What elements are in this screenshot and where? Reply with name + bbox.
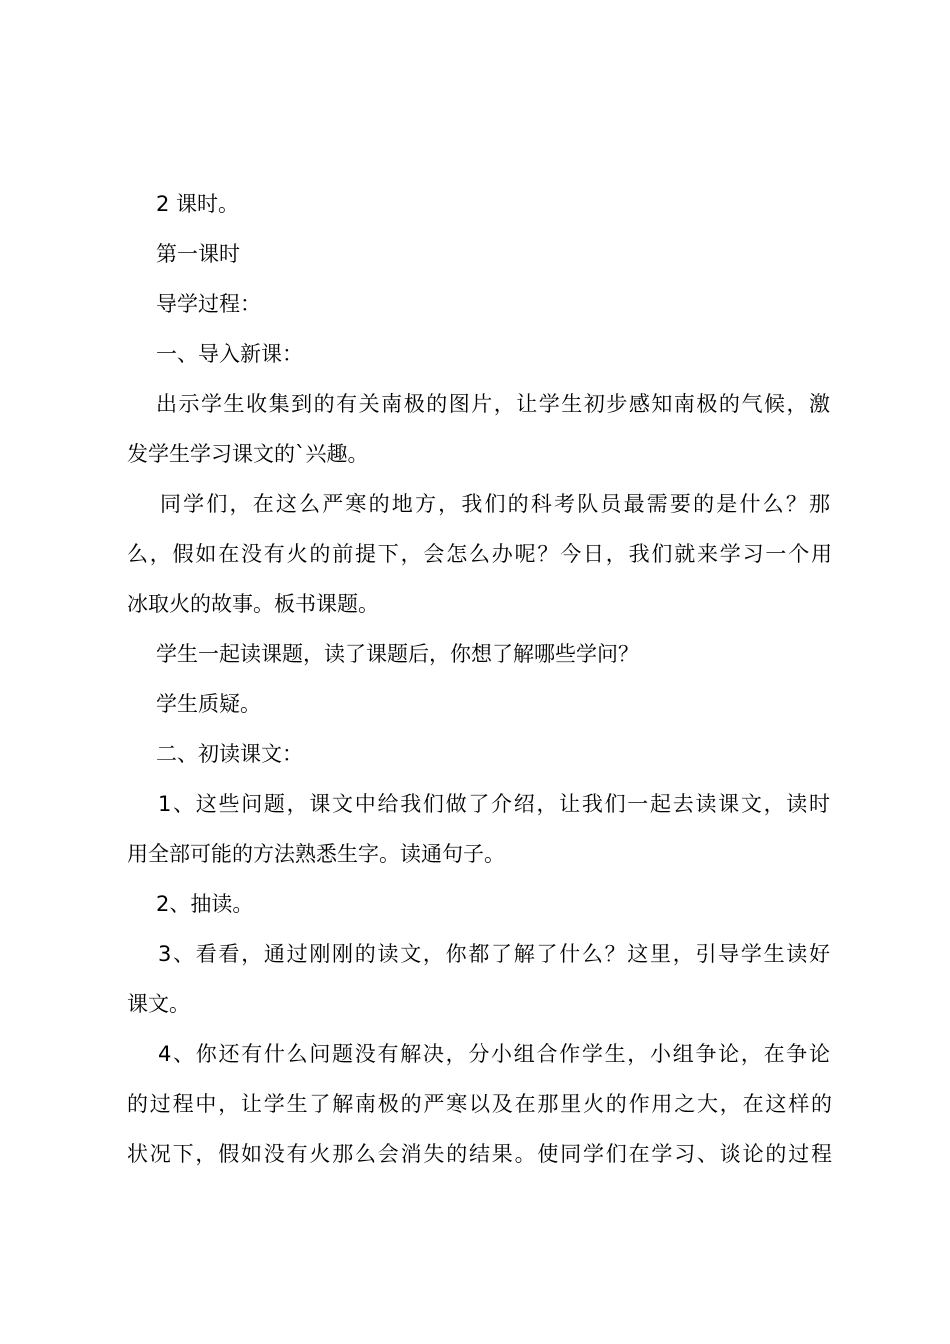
paragraph-line: 么，假如在没有火的前提下，会怎么办呢？今日，我们就来学习一个用	[127, 542, 832, 566]
paragraph-line: 出示学生收集到的有关南极的图片，让学生初步感知南极的气候，激	[156, 392, 830, 416]
paragraph-line: 学生质疑。	[156, 692, 261, 716]
section-heading-process: 导学过程：	[156, 292, 261, 316]
text-line-1: 2 课时。	[156, 192, 240, 216]
paragraph-line: 冰取火的故事。板书课题。	[127, 592, 379, 616]
section-heading-intro: 一、导入新课：	[156, 342, 303, 366]
section-heading-first-reading: 二、初读课文：	[156, 742, 303, 766]
paragraph-line: 用全部可能的方法熟悉生字。读通句子。	[127, 842, 505, 866]
paragraph-line: 1、这些问题，课文中给我们做了介绍，让我们一起去读课文，读时	[158, 792, 830, 816]
paragraph-line: 学生一起读课题，读了课题后，你想了解哪些学问？	[156, 642, 639, 666]
paragraph-line: 3、看看，通过刚刚的读文，你都了解了什么？这里，引导学生读好	[158, 942, 830, 966]
section-heading-first-lesson: 第一课时	[156, 242, 240, 266]
paragraph-line: 的过程中，让学生了解南极的严寒以及在那里火的作用之大，在这样的	[127, 1092, 832, 1116]
paragraph-line: 2、抽读。	[156, 892, 254, 916]
paragraph-line: 发学生学习课文的`兴趣。	[127, 442, 369, 466]
paragraph-line: 同学们，在这么严寒的地方，我们的科考队员最需要的是什么？那	[160, 492, 830, 516]
paragraph-line: 状况下，假如没有火那么会消失的结果。使同学们在学习、谈论的过程	[127, 1142, 832, 1166]
paragraph-line: 4、你还有什么问题没有解决，分小组合作学生，小组争论，在争论	[158, 1042, 830, 1066]
paragraph-line: 课文。	[127, 992, 190, 1016]
